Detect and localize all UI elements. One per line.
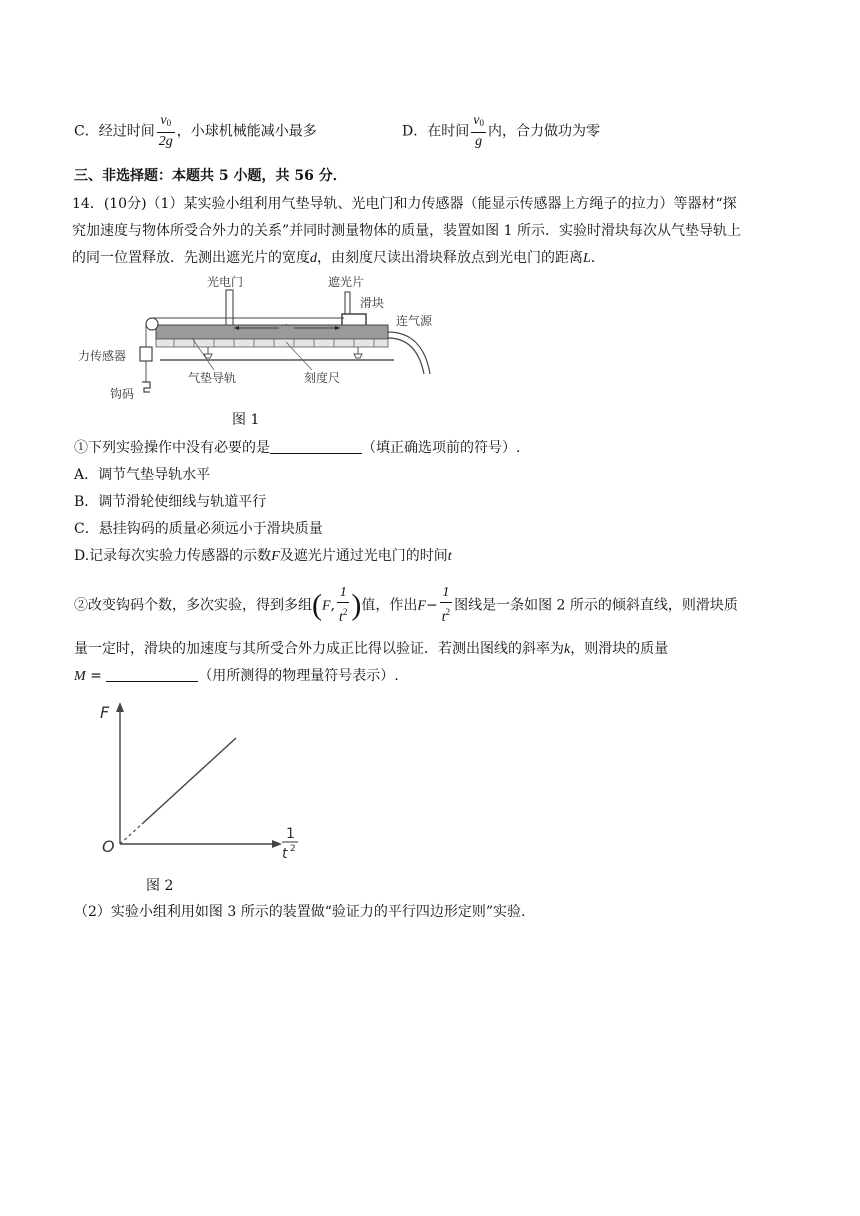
part2-line1: ②改变钩码个数，多次实验，得到多组(F, $\frac{1}{t^2}$ )值，作出F− $\frac{1}{t^2}$ 图线是一条如图 2 所示的倾斜直线，则滑块质 <box>74 585 738 625</box>
option-c-frac-den: 2g <box>158 134 173 149</box>
label-photogate: 光电门 <box>207 275 244 289</box>
graph-frac-den: t <box>441 610 446 625</box>
part1-stem-prefix: ①下列实验操作中没有必要的是 <box>74 440 270 456</box>
option-c-frac-num: v <box>160 113 167 128</box>
label-hook-weight: 钩码 <box>110 387 135 401</box>
label-air-source: 连气源 <box>396 314 433 328</box>
pair-frac-sup: 2 <box>342 607 348 617</box>
part1-option-d <box>74 546 452 567</box>
graph-dash: − <box>425 597 438 614</box>
x-axis-label-den: t <box>282 846 288 862</box>
part2-l2-suffix: ，则滑块的质量 <box>570 641 669 657</box>
option-d-frac-den: g <box>475 134 483 149</box>
origin-label: O <box>102 837 115 856</box>
q14-line3-end: ． <box>590 250 605 266</box>
q14-line2: 究加速度与物体所受合外力的关系”并同时测量物体的质量，装置如图 1 所示．实验时滑块每次从气垫导轨上 <box>72 223 741 239</box>
q14-line3-prefix: 的同一位置释放．先测出遮光片的宽度 <box>72 250 310 266</box>
label-air-track: 气垫导轨 <box>188 371 237 385</box>
force-sensor <box>140 347 152 361</box>
part1-stem-suffix: （填正确选项前的符号）. <box>362 440 521 456</box>
option-d-prefix: D．在时间 <box>402 123 470 140</box>
figure2-caption: 图 2 <box>146 878 174 894</box>
y-axis-label: F <box>100 703 110 722</box>
part2-l2-prefix: 量一定时，滑块的加速度与其所受合外力成正比得以验证．若测出图线的斜率为 <box>74 641 564 657</box>
graph-F: F <box>417 598 426 614</box>
figure2-graph <box>96 698 316 870</box>
x-axis-label-num: 1 <box>286 826 295 842</box>
shade-plate <box>345 292 350 316</box>
equals-sign: = <box>85 668 107 684</box>
symbol-k: k <box>564 642 571 657</box>
part2-l1-mid: 值，作出 <box>361 597 418 614</box>
part1-option-a: A．调节气垫导轨水平 <box>74 467 211 483</box>
photogate <box>226 290 233 328</box>
label-ruler: 刻度尺 <box>304 371 341 385</box>
graph-frac-num: 1 <box>440 584 452 603</box>
pair-frac-num: 1 <box>337 584 349 603</box>
graph-frac-sup: 2 <box>445 607 451 617</box>
label-slider: 滑块 <box>360 296 385 310</box>
graph-fraction <box>440 584 452 627</box>
q14-line3 <box>72 248 605 269</box>
x-axis-arrow <box>272 840 282 848</box>
part1-stem <box>74 438 520 458</box>
part2-line3 <box>74 666 399 687</box>
figure1-apparatus <box>74 270 454 410</box>
option-d-frac-sub: 0 <box>479 118 484 128</box>
part2-l1-suffix: 图线是一条如图 2 所示的倾斜直线，则滑块质 <box>454 597 738 614</box>
extrapolated-line <box>120 824 142 844</box>
pulley <box>146 318 158 330</box>
part1-option-d-prefix: D.记录每次实验力传感器的示数 <box>74 548 272 564</box>
data-line <box>142 738 236 824</box>
part1-option-c: C．悬挂钩码的质量必须远小于滑块质量 <box>74 521 323 537</box>
label-shade: 遮光片 <box>328 275 365 289</box>
answer-blank-1[interactable] <box>270 439 362 454</box>
symbol-t: t <box>447 549 452 564</box>
option-c-fraction <box>157 112 175 151</box>
part3-text: （2）实验小组利用如图 3 所示的装置做“验证力的平行四边形定则”实验. <box>74 904 526 920</box>
y-axis-arrow <box>116 702 124 712</box>
option-c <box>74 112 317 151</box>
option-d-frac-num: v <box>473 113 480 128</box>
label-force-sensor: 力传感器 <box>78 349 127 363</box>
track-base <box>156 339 388 347</box>
option-d-fraction <box>471 112 486 151</box>
air-track <box>156 325 388 339</box>
section-heading: 三、非选择题：本题共 5 小题，共 56 分． <box>74 168 347 184</box>
symbol-F: F <box>271 549 280 564</box>
option-c-suffix: ，小球机械能减小最多 <box>176 123 317 140</box>
symbol-M: M <box>74 669 86 684</box>
answer-blank-2[interactable] <box>106 667 198 682</box>
pair-F: F <box>322 598 331 614</box>
q14-line3-mid: ，由刻度尺读出滑块释放点到光电门的距离 <box>317 250 583 266</box>
pair-frac-den: t <box>339 610 343 625</box>
option-d <box>402 112 600 151</box>
pair-fraction <box>337 584 349 627</box>
option-d-suffix: 内，合力做功为零 <box>487 123 600 140</box>
option-c-frac-sub: 0 <box>166 118 172 128</box>
option-c-prefix: C．经过时间 <box>74 123 155 140</box>
part2-l3-suffix: （用所测得的物理量符号表示）. <box>198 668 399 684</box>
part1-option-d-mid: 及遮光片通过光电门的时间 <box>279 548 448 564</box>
hook-weight <box>142 382 150 392</box>
part2-line2 <box>74 639 668 660</box>
q14-line1: 14．(10分)（1）某实验小组利用气垫导轨、光电门和力传感器（能显示传感器上方绳子的拉力）等器材“探 <box>72 196 737 212</box>
part1-option-b: B．调节滑轮使细线与轨道平行 <box>74 494 267 510</box>
symbol-L: L <box>583 251 591 266</box>
part2-l1-prefix: ②改变钩码个数，多次实验，得到多组 <box>74 597 312 614</box>
symbol-d: d <box>310 251 317 266</box>
figure1-caption: 图 1 <box>232 412 260 428</box>
x-axis-label-sup: 2 <box>290 844 296 854</box>
